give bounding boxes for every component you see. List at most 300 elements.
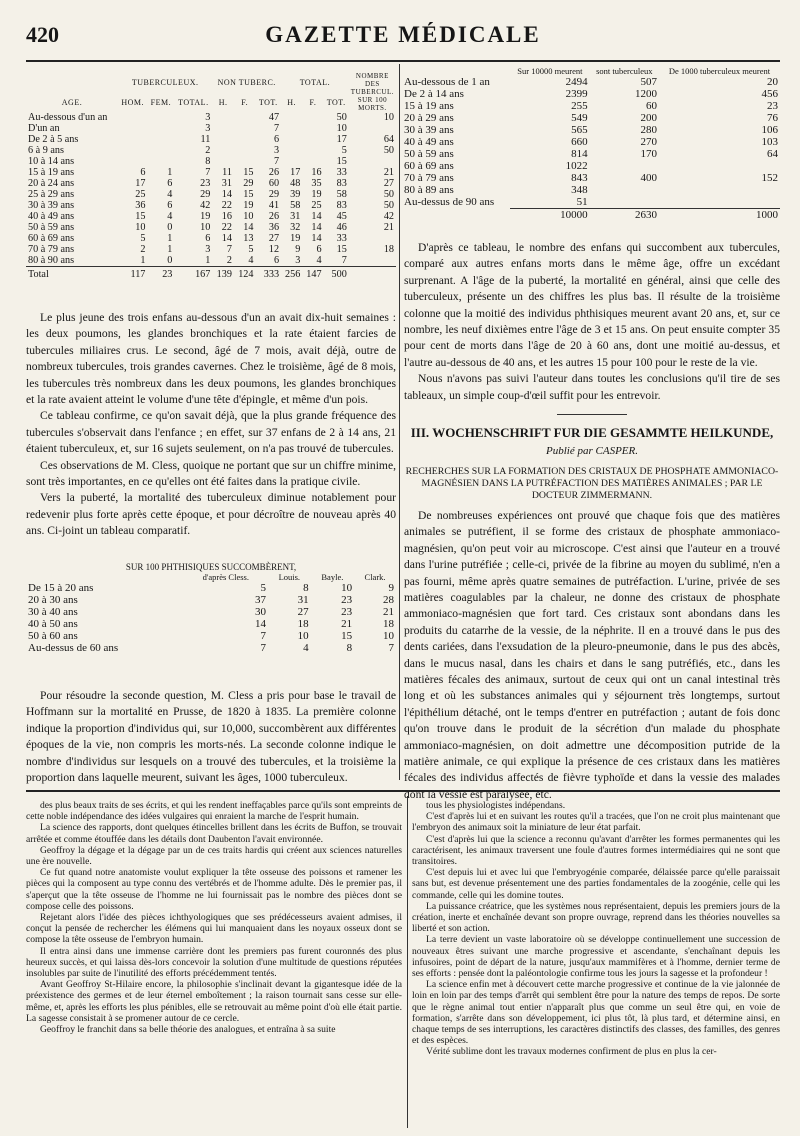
table-cell bbox=[118, 134, 147, 145]
table-cell: 60 à 69 ans bbox=[404, 160, 454, 172]
table-row bbox=[26, 200, 396, 211]
table-cell: 9 bbox=[388, 582, 394, 594]
table-row bbox=[26, 167, 396, 178]
table-cell bbox=[302, 145, 323, 156]
table-row bbox=[402, 148, 780, 160]
paragraph: C'est d'après lui que la science a reconnu qu'avant d'arrêter les formes permanentes qui les caractérisent, les animaux traversent une foule d'autres formes intermédiaires qui ne sont que transitoires. bbox=[412, 833, 780, 868]
column-header: FEM. bbox=[150, 97, 172, 107]
group-header: NOMBRE DES TUBERCUL. SUR 100 MORTS. bbox=[350, 72, 394, 112]
table-cell bbox=[147, 134, 174, 145]
table-cell: 2630 bbox=[590, 209, 659, 222]
table-cell bbox=[147, 156, 174, 167]
table-cell: 50 bbox=[383, 200, 394, 211]
table-row bbox=[402, 136, 780, 148]
paragraph: Ce tableau confirme, ce qu'on savait déjà, que la plus grande fréquence des tubercules s'observait dans l'enfance ; en effet, sur 37 enfans de 2 à 14 ans, 21 étaient tuberculeux, et, sur 16 sujets seulement, on n'a pas trouvé de tubercules. bbox=[26, 409, 396, 456]
section-title: III. WOCHENSCHRIFT FUR DIE GESAMMTE HEILKUNDE, bbox=[410, 425, 774, 441]
table-cell bbox=[659, 196, 780, 209]
table-cell: 30 à 40 ans bbox=[28, 606, 78, 618]
table-cell: 4 bbox=[167, 211, 173, 222]
column-header: TOTAL. bbox=[178, 97, 209, 107]
table-cell: 6 bbox=[167, 178, 173, 189]
table-cell: 256 bbox=[281, 267, 302, 281]
table-cell: 14 bbox=[221, 233, 232, 244]
table-cell: 21 bbox=[383, 222, 394, 233]
table-cell bbox=[147, 112, 174, 123]
table-cell: Au-dessus de 90 ans bbox=[404, 196, 495, 209]
table-row bbox=[402, 160, 780, 172]
table-cell: 139 bbox=[212, 267, 234, 281]
paragraph: C'est depuis lui et avec lui que l'embryogénie comparée, délaissée parce qu'elle paraissait sans but, est devenue présentement une des parties fondamentales de la zoogénie, celle qui les commande, celle qui les domine toutes. bbox=[412, 867, 780, 901]
table-cell: 200 bbox=[640, 112, 658, 124]
table-cell: 50 bbox=[336, 112, 347, 123]
table-cell bbox=[590, 196, 659, 209]
paragraph: tous les physiologistes indépendans. bbox=[426, 800, 566, 811]
total-row bbox=[402, 209, 780, 222]
table-cell bbox=[590, 184, 659, 196]
table-row bbox=[402, 184, 780, 196]
table-cell: 8 bbox=[303, 582, 309, 594]
table-cell: 60 à 69 ans bbox=[28, 233, 75, 244]
table-cell: 29 bbox=[243, 178, 254, 189]
column-divider-bottom bbox=[407, 796, 408, 1128]
table-row bbox=[26, 156, 396, 167]
table-cell: 47 bbox=[268, 112, 280, 123]
table-cell: 255 bbox=[571, 100, 588, 112]
table-cell: 23 bbox=[147, 267, 174, 281]
table-cell: 80 à 89 ans bbox=[404, 184, 454, 196]
table-row bbox=[26, 618, 396, 630]
table-cell bbox=[349, 123, 396, 134]
paragraph: Il entra ainsi dans une immense carrière dont les premiers pas furent couronnés des plus heureux succès, et qui laissa dès-lors concevoir la solution d'une multitude de questions réputées insolubles par suite de l'inutilité des efforts précédemment tentés. bbox=[26, 945, 402, 980]
table-cell bbox=[349, 255, 396, 267]
table-row bbox=[26, 606, 396, 618]
column-header bbox=[402, 66, 510, 76]
table-cell bbox=[147, 145, 174, 156]
table-cell: 124 bbox=[234, 267, 256, 281]
table-cell: 25 à 29 ans bbox=[28, 189, 75, 200]
table-row bbox=[26, 642, 396, 654]
column-header: Bayle. bbox=[321, 572, 344, 582]
table-cell: 6 à 9 ans bbox=[28, 145, 64, 156]
paragraph: Geoffroy le franchit dans sa belle théorie des analogues, et entraîna à sa suite bbox=[40, 1024, 336, 1036]
column-header: H. bbox=[287, 97, 297, 107]
table-cell bbox=[281, 156, 302, 167]
table-cell: 25 bbox=[311, 200, 322, 211]
table-cell: 7 bbox=[260, 630, 266, 642]
table-cell: 456 bbox=[761, 88, 778, 100]
table-cell: 31 bbox=[297, 594, 309, 606]
table-cell bbox=[118, 156, 147, 167]
table-cell: 3 bbox=[273, 145, 280, 156]
table-cell: 12 bbox=[268, 244, 280, 255]
table-row bbox=[26, 582, 396, 594]
table-row bbox=[26, 222, 396, 233]
table-cell: 20 à 30 ans bbox=[28, 594, 78, 606]
column-header: d'après Cless. bbox=[202, 572, 249, 582]
table-cell: 60 bbox=[646, 100, 658, 112]
mortality-table bbox=[402, 66, 780, 221]
table-row bbox=[26, 123, 396, 134]
table-cell: 13 bbox=[243, 233, 254, 244]
page-header bbox=[26, 22, 780, 52]
column-header: F. bbox=[241, 97, 249, 107]
table-cell: 15 bbox=[336, 156, 347, 167]
table-cell: 15 bbox=[336, 244, 347, 255]
table-cell: 7 bbox=[388, 642, 394, 654]
table-cell: 40 à 49 ans bbox=[28, 211, 75, 222]
table-row bbox=[26, 189, 396, 200]
paragraph: La science des rapports, dont quelques étincelles brillent dans les écrits de Buffon, se trouvait arrêtée et comme étouffée dans les détails dont Daubenton l'avait environnée. bbox=[26, 822, 402, 845]
paragraph: Rejetant alors l'idée des pièces ichthyologiques que ses prédécesseurs avaient admises, il conçut la pensée de rechercher les élémens qui lui manquaient dans les noyaux osseux dont se compose la tête osseuse de l'embryon humain. bbox=[26, 912, 402, 946]
table-row bbox=[26, 594, 396, 606]
table-cell: 11 bbox=[222, 167, 232, 178]
table-cell: 19 bbox=[290, 233, 301, 244]
table-cell: 8 bbox=[346, 642, 353, 654]
table-cell: 2 bbox=[140, 244, 146, 255]
table-cell: 1 bbox=[205, 255, 211, 266]
paragraph: La terre devient un vaste laboratoire où se développe continuellement une succession de nouveaux êtres suivant une marche progressive et ascendante, s'enchaînant depuis les infusoires, point de départ de la nature, jusqu'aux mammifères et à l'homme, dernier terme de ses efforts : pensée dont la paléontologie confirme tous les jours la sagesse et la profondeur ! bbox=[412, 934, 780, 980]
left-text-after-table bbox=[26, 688, 396, 786]
table-cell: 147 bbox=[302, 267, 323, 281]
paragraph: Ces observations de M. Cless, quoique ne portant que sur un chiffre minime, sont très importantes, en ce qu'elles ont été faites dans la pratique civile. bbox=[26, 458, 396, 489]
table-cell: Total bbox=[26, 267, 118, 281]
column-header: HOM. bbox=[121, 97, 145, 107]
table-cell bbox=[118, 145, 147, 156]
group-header: NON TUBERC. bbox=[217, 77, 276, 87]
total-row bbox=[26, 267, 396, 281]
table-cell: 42 bbox=[383, 211, 394, 222]
table-cell: 21 bbox=[383, 167, 394, 178]
table-cell: 7 bbox=[273, 123, 280, 134]
table-cell: 29 bbox=[200, 189, 211, 200]
table-cell bbox=[147, 123, 174, 134]
table-cell: 117 bbox=[118, 267, 147, 281]
table-cell bbox=[281, 145, 302, 156]
column-header: Clark. bbox=[364, 572, 386, 582]
table-cell: 19 bbox=[200, 211, 211, 222]
table-cell: 32 bbox=[290, 222, 301, 233]
table-cell: 27 bbox=[383, 178, 394, 189]
table-cell: 21 bbox=[341, 618, 353, 630]
table-cell: 26 bbox=[268, 211, 280, 222]
table-cell: 15 à 19 ans bbox=[28, 167, 75, 178]
table-cell: 4 bbox=[316, 255, 322, 266]
table-cell bbox=[349, 267, 396, 281]
table-cell: 14 bbox=[254, 618, 266, 630]
section-subtitle: Publié par CASPER. bbox=[546, 445, 638, 458]
table-cell: 1000 bbox=[659, 209, 780, 222]
table-cell bbox=[212, 112, 234, 123]
table-cell: 83 bbox=[336, 178, 347, 189]
table-cell: 5 bbox=[341, 145, 347, 156]
table-cell: 33 bbox=[336, 167, 347, 178]
table-row bbox=[402, 88, 780, 100]
table-cell: 565 bbox=[571, 124, 588, 136]
paragraph: Vers la puberté, la mortalité des tuberculeux diminue notablement pour redevenir plus forte après cette époque, et pour décroître de nouveau après 40 ans. Ci-joint un tableau comparatif. bbox=[26, 491, 396, 538]
table-cell: 80 à 90 ans bbox=[28, 255, 75, 266]
table-cell: 6 bbox=[205, 233, 211, 244]
table-cell: 17 bbox=[135, 178, 146, 189]
table-cell: 167 bbox=[174, 267, 212, 281]
table-cell: 18 bbox=[383, 244, 394, 255]
table-cell: 50 à 60 ans bbox=[28, 630, 78, 642]
table-cell: 10000 bbox=[510, 209, 589, 222]
table-cell: 36 bbox=[135, 200, 146, 211]
table-cell: 14 bbox=[311, 233, 322, 244]
table-cell: 4 bbox=[248, 255, 254, 266]
table-cell: 1 bbox=[167, 233, 173, 244]
table-cell: 60 bbox=[268, 178, 280, 189]
table-cell: D'un an bbox=[28, 123, 60, 134]
table-cell: 7 bbox=[260, 642, 266, 654]
table-cell: 5 bbox=[248, 244, 254, 255]
tuberculosis-table bbox=[26, 72, 396, 280]
lower-section-rule bbox=[26, 790, 780, 792]
paragraph: Geoffroy la dégage et la dégage par un de ces traits hardis qui créent aux sciences naturelles une ère nouvelle. bbox=[26, 844, 402, 868]
table-cell: 500 bbox=[324, 267, 349, 281]
table-cell: 28 bbox=[383, 594, 394, 606]
table-cell bbox=[302, 112, 323, 123]
table-cell: De 2 à 5 ans bbox=[28, 134, 79, 145]
table-cell bbox=[234, 112, 256, 123]
table-cell: 30 à 39 ans bbox=[28, 200, 75, 211]
table-row bbox=[26, 211, 396, 222]
table-cell: 10 bbox=[336, 123, 347, 134]
table-cell bbox=[590, 160, 659, 172]
paragraph: Vérité sublime dont les travaux modernes confirment de plus en plus la cer- bbox=[426, 1046, 717, 1058]
column-header: AGE. bbox=[61, 97, 83, 107]
table-row bbox=[402, 76, 780, 88]
table-cell: 270 bbox=[640, 136, 658, 148]
table-cell: 2 bbox=[205, 145, 211, 156]
table-cell: 76 bbox=[767, 112, 778, 124]
table-cell: 64 bbox=[767, 148, 778, 160]
table-cell: 170 bbox=[640, 148, 658, 160]
table-cell: 40 à 49 ans bbox=[404, 136, 454, 148]
table-cell: 400 bbox=[640, 172, 658, 184]
article-title: RECHERCHES SUR LA FORMATION DES CRISTAUX DE PHOSPHATE AMMONIACO-MAGNÉSIEN DANS LA PUTRÉFACTION DES MATIÈRES ANIMALES ; PAR LE DOCTEUR ZIMMERMANN. bbox=[405, 465, 779, 501]
table-cell: 9 bbox=[295, 244, 301, 255]
column-header: F. bbox=[309, 97, 317, 107]
table-cell: 46 bbox=[336, 222, 347, 233]
table-cell bbox=[659, 160, 780, 172]
table-cell: 20 à 29 ans bbox=[404, 112, 454, 124]
table-cell bbox=[281, 134, 302, 145]
table-cell bbox=[349, 233, 396, 244]
table-cell bbox=[212, 145, 234, 156]
table-cell: 152 bbox=[761, 172, 778, 184]
paragraph: La science enfin met à découvert cette marche progressive et continue de la vie jalonnée de loin en loin par des temps d'arrêt qui semblent être pour la nature des temps de repos. De sorte que le règne animal tout entier n'apparaît plus que comme un seul être qui, en voie de formation, s'arrête dans son développement, ici plus tôt, là plus tard, et détermine ainsi, en chaque temps de ses interruptions, les caractères distinctifs des classes, des familles, des genres et des espèces. bbox=[412, 979, 780, 1047]
column-header: Sur 10000 meurent bbox=[517, 66, 583, 76]
paragraph: Le plus jeune des trois enfans au-dessous d'un an avait dix-huit semaines : les deux poumons, les glandes bronchiques et la rate étaient farcies de tubercules miliaires crus. Le second, âgé de 7 mois, avait déjà, outre de nombreux tubercules, trois grandes cavernes. Chez le troisième, âgé de 8 mois, les tubercules très nombreux dans les deux poumons, les glandes bronchiques et la rate avaient atteint le volume d'une tête d'épingle, et même d'un pois. bbox=[26, 311, 396, 407]
table-cell: 51 bbox=[576, 196, 588, 208]
table-cell: 22 bbox=[221, 222, 232, 233]
table-cell: 6 bbox=[167, 200, 173, 211]
table-row bbox=[402, 100, 780, 112]
table-cell: 18 bbox=[383, 618, 394, 630]
paragraph: D'après ce tableau, le nombre des enfans qui succombent aux tubercules, comparé aux autres enfans morts dans le même âge, offre un excédant surprenant. A l'âge de la puberté, la mortalité en général, ainsi que celle des tuberculeux, présente un des chiffres les plus bas. Il résulte de la troisième colonne que la moitié des individus phthisiques meurent avant 20 ans, et, sur ce nombre, les neuf dixièmes entre l'âge de 3 et 15 ans. On peut ensuite compter 35 pour cent de morts dans l'âge de 20 à 60 ans, dont une moitié au-dessus, et l'autre au-dessous de 40 ans, et les autres 15 pour 100 pour le reste de la vie. bbox=[404, 241, 780, 369]
table-cell: 15 bbox=[341, 630, 353, 642]
left-text-column bbox=[26, 310, 396, 540]
table-cell: 103 bbox=[761, 136, 778, 148]
table-cell: 6 bbox=[316, 244, 322, 255]
table-caption: SUR 100 PHTHISIQUES SUCCOMBÈRENT, bbox=[125, 562, 297, 572]
table-cell: 58 bbox=[336, 189, 347, 200]
paragraph: Avant Geoffroy St-Hilaire encore, la philosophie s'inclinait devant la gigantesque idée de la préexistence des germes et de leur éternel emboîtement ; la raison tournait sans cesse sur elle-même, et, après les efforts les plus pénibles, elle se retrouvait au même point d'où elle était partie. La sagesse consistait à se promener autour de ce cercle. bbox=[26, 979, 402, 1024]
table-cell: 23 bbox=[341, 606, 353, 618]
header-rule bbox=[26, 60, 780, 62]
table-cell: 3 bbox=[205, 112, 211, 123]
table-cell: 58 bbox=[290, 200, 301, 211]
table-cell: 15 bbox=[135, 211, 146, 222]
table-row bbox=[26, 233, 396, 244]
table-cell: 814 bbox=[571, 148, 588, 160]
table-cell: 7 bbox=[205, 167, 211, 178]
table-cell: 10 bbox=[200, 222, 211, 233]
table-cell: 30 bbox=[254, 606, 266, 618]
table-row bbox=[26, 244, 396, 255]
table-cell: 22 bbox=[221, 200, 232, 211]
table-cell: 37 bbox=[254, 594, 266, 606]
table-cell: 19 bbox=[311, 189, 322, 200]
table-cell: 36 bbox=[268, 222, 280, 233]
table-cell: 2399 bbox=[565, 88, 588, 100]
bottom-right-column bbox=[412, 800, 780, 1058]
table-cell: 1 bbox=[167, 244, 173, 255]
table-cell: 660 bbox=[571, 136, 588, 148]
column-divider-top bbox=[399, 64, 400, 780]
table-cell bbox=[212, 123, 234, 134]
table-cell: 50 à 59 ans bbox=[28, 222, 75, 233]
table-cell: 45 bbox=[336, 211, 347, 222]
journal-title: GAZETTE MÉDICALE bbox=[265, 22, 541, 47]
bottom-left-column bbox=[26, 800, 402, 1035]
table-cell: 10 bbox=[341, 582, 353, 594]
table-row bbox=[26, 145, 396, 156]
table-cell: 27 bbox=[268, 233, 280, 244]
table-cell: 4 bbox=[303, 642, 309, 654]
table-cell: 20 bbox=[767, 76, 778, 88]
page-number: 420 bbox=[26, 22, 59, 47]
table-cell: 1200 bbox=[635, 88, 658, 100]
column-header: sont tuberculeux bbox=[596, 66, 653, 76]
table-cell: 8 bbox=[205, 156, 211, 167]
group-header: TUBERCULEUX. bbox=[131, 77, 199, 87]
table-cell bbox=[281, 112, 302, 123]
table-cell: 39 bbox=[290, 189, 301, 200]
table-row bbox=[26, 178, 396, 189]
table-cell: 14 bbox=[243, 222, 254, 233]
table-cell: 1 bbox=[167, 167, 173, 178]
table-cell: 25 bbox=[135, 189, 146, 200]
table-cell: 26 bbox=[268, 167, 280, 178]
table-cell: 106 bbox=[761, 124, 778, 136]
table-cell: 507 bbox=[640, 76, 658, 88]
table-cell: 17 bbox=[336, 134, 347, 145]
paragraph: Nous n'avons pas suivi l'auteur dans toutes les conclusions qu'il tire de ses tableaux, un simple coup-d'œil suffit pour les entrevoir. bbox=[404, 372, 780, 402]
table-row bbox=[26, 112, 396, 123]
column-header: Louis. bbox=[278, 572, 301, 582]
table-cell: 10 à 14 ans bbox=[28, 156, 75, 167]
table-cell: 18 bbox=[297, 618, 309, 630]
table-cell: 10 bbox=[135, 222, 146, 233]
table-cell: 23 bbox=[341, 594, 353, 606]
table-row bbox=[402, 196, 780, 209]
table-cell: 19 bbox=[243, 200, 254, 211]
table-cell: 10 bbox=[243, 211, 254, 222]
table-cell: 70 à 79 ans bbox=[404, 172, 454, 184]
table-cell: 10 bbox=[383, 112, 394, 123]
table-cell: 348 bbox=[571, 184, 588, 196]
table-cell: 5 bbox=[260, 582, 266, 594]
table-cell: 20 à 24 ans bbox=[28, 178, 75, 189]
table-cell: 10 bbox=[297, 630, 309, 642]
table-cell: 64 bbox=[383, 134, 394, 145]
table-cell: 50 à 59 ans bbox=[404, 148, 454, 160]
table-cell: 1 bbox=[140, 255, 146, 266]
table-cell: 4 bbox=[167, 189, 173, 200]
group-header: TOTAL. bbox=[299, 77, 331, 87]
table-cell: 6 bbox=[273, 255, 280, 266]
table-cell bbox=[118, 123, 147, 134]
paragraph: C'est d'après lui et en suivant les routes qu'il a tracées, que l'on ne croit plus maintenant que l'embryon des animaux soit la miniature de leur état parfait. bbox=[412, 811, 780, 834]
table-cell bbox=[118, 112, 147, 123]
table-cell: De 15 à 20 ans bbox=[28, 582, 94, 594]
table-cell: 16 bbox=[311, 167, 322, 178]
table-cell bbox=[349, 156, 396, 167]
table-cell: Au-dessous d'un an bbox=[28, 112, 108, 123]
table-cell: 1022 bbox=[565, 160, 588, 172]
table-cell: 15 bbox=[243, 189, 254, 200]
table-cell: 2494 bbox=[565, 76, 588, 88]
table-cell bbox=[302, 156, 323, 167]
table-cell: 41 bbox=[268, 200, 280, 211]
table-row bbox=[402, 112, 780, 124]
table-cell: 23 bbox=[200, 178, 211, 189]
table-cell: 7 bbox=[273, 156, 280, 167]
table-cell: 50 bbox=[383, 189, 394, 200]
table-cell bbox=[402, 209, 510, 222]
table-cell: 35 bbox=[311, 178, 322, 189]
table-row bbox=[26, 255, 396, 267]
table-cell: 6 bbox=[273, 134, 280, 145]
table-cell: 14 bbox=[311, 211, 322, 222]
table-cell: 31 bbox=[290, 211, 301, 222]
table-cell: 31 bbox=[221, 178, 232, 189]
table-cell: 843 bbox=[571, 172, 588, 184]
table-cell: 3 bbox=[295, 255, 301, 266]
table-cell: De 2 à 14 ans bbox=[404, 88, 464, 100]
table-cell: Au-dessous de 1 an bbox=[404, 76, 490, 88]
table-cell: 5 bbox=[140, 233, 146, 244]
table-cell: 83 bbox=[336, 200, 347, 211]
table-cell bbox=[234, 134, 256, 145]
table-cell: 27 bbox=[297, 606, 309, 618]
table-cell: Au-dessus de 60 ans bbox=[28, 642, 119, 654]
table-cell: 42 bbox=[200, 200, 211, 211]
table-cell: 15 bbox=[243, 167, 254, 178]
table-cell bbox=[234, 123, 256, 134]
table-cell: 48 bbox=[290, 178, 301, 189]
table-cell: 0 bbox=[167, 255, 173, 266]
table-cell: 14 bbox=[311, 222, 322, 233]
table-cell: 70 à 79 ans bbox=[28, 244, 75, 255]
table-cell: 16 bbox=[221, 211, 232, 222]
table-cell: 14 bbox=[221, 189, 232, 200]
table-cell: 3 bbox=[205, 244, 211, 255]
table-row bbox=[26, 630, 396, 642]
table-cell: 17 bbox=[290, 167, 301, 178]
